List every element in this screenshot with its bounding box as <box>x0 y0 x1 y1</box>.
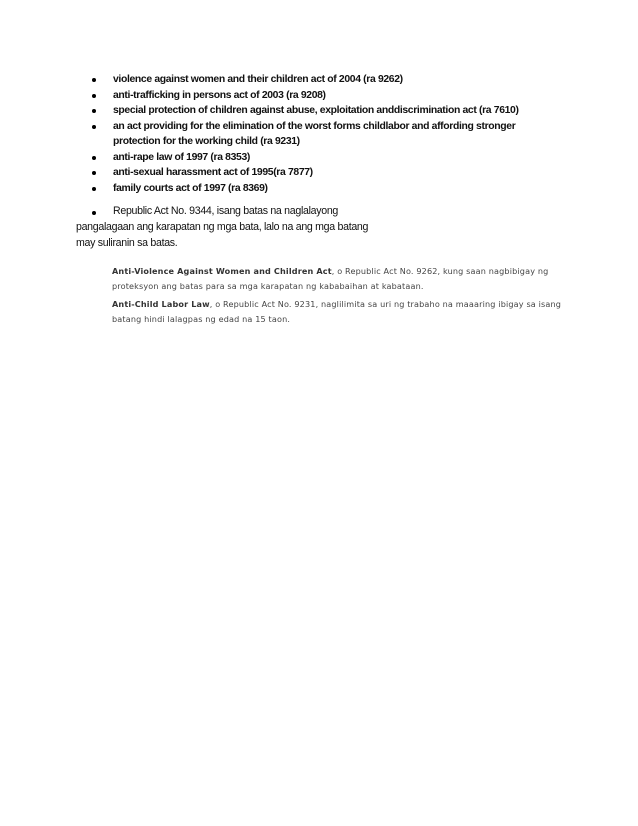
list-item <box>84 150 554 166</box>
list-item-text: violence against women and their children act of 2004 (ra 9262) <box>113 74 403 85</box>
bullet-icon <box>92 171 96 175</box>
list-item-text: special protection of children against abuse, exploitation anddiscrimination act (ra 7610) <box>113 105 519 116</box>
list-item <box>84 88 554 104</box>
bullet-icon <box>92 94 96 98</box>
list-item-text: an act providing for the elimination of the worst forms childlabor and affording stronger protection for the working child (ra 9231) <box>113 120 516 147</box>
list-item-text: anti-sexual harassment act of 1995(ra 7877) <box>113 167 313 178</box>
list-item <box>84 103 554 119</box>
list-item <box>84 165 554 181</box>
list-item <box>84 181 554 197</box>
list-item <box>84 119 554 150</box>
bullet-icon <box>92 187 96 191</box>
law-name: Anti-Violence Against Women and Children Act <box>112 266 332 276</box>
bullet-icon <box>92 125 96 129</box>
law-name: Anti-Child Labor Law <box>112 299 210 309</box>
law-description-paragraph <box>112 297 562 326</box>
republic-act-9344-paragraph: Republic Act No. 9344, isang batas na naglalayong pangalagaan ang karapatan ng mga bata, lalo na ang mga batang may suliranin sa batas. <box>76 205 369 249</box>
list-item-text: family courts act of 1997 (ra 8369) <box>113 182 268 194</box>
list-item-text: anti-rape law of 1997 (ra 8353) <box>113 151 250 163</box>
law-bullet-list <box>84 72 554 196</box>
law-description-paragraph <box>112 264 562 293</box>
bullet-icon <box>92 109 96 113</box>
list-item <box>84 72 554 88</box>
law-description: , o Republic Act No. 9231, naglilimita sa uri ng trabaho na maaaring ibigay sa isang batang hindi lalagpas ng edad na 15 taon. <box>112 299 562 324</box>
law-description: , o Republic Act No. 9262, kung saan nagbibigay ng proteksyon ang batas para sa mga karapatan ng kababaihan at kabataan. <box>112 266 549 291</box>
list-item-text: anti-trafficking in persons act of 2003 (ra 9208) <box>113 89 326 101</box>
bullet-icon <box>92 156 96 160</box>
bullet-icon <box>92 78 96 82</box>
